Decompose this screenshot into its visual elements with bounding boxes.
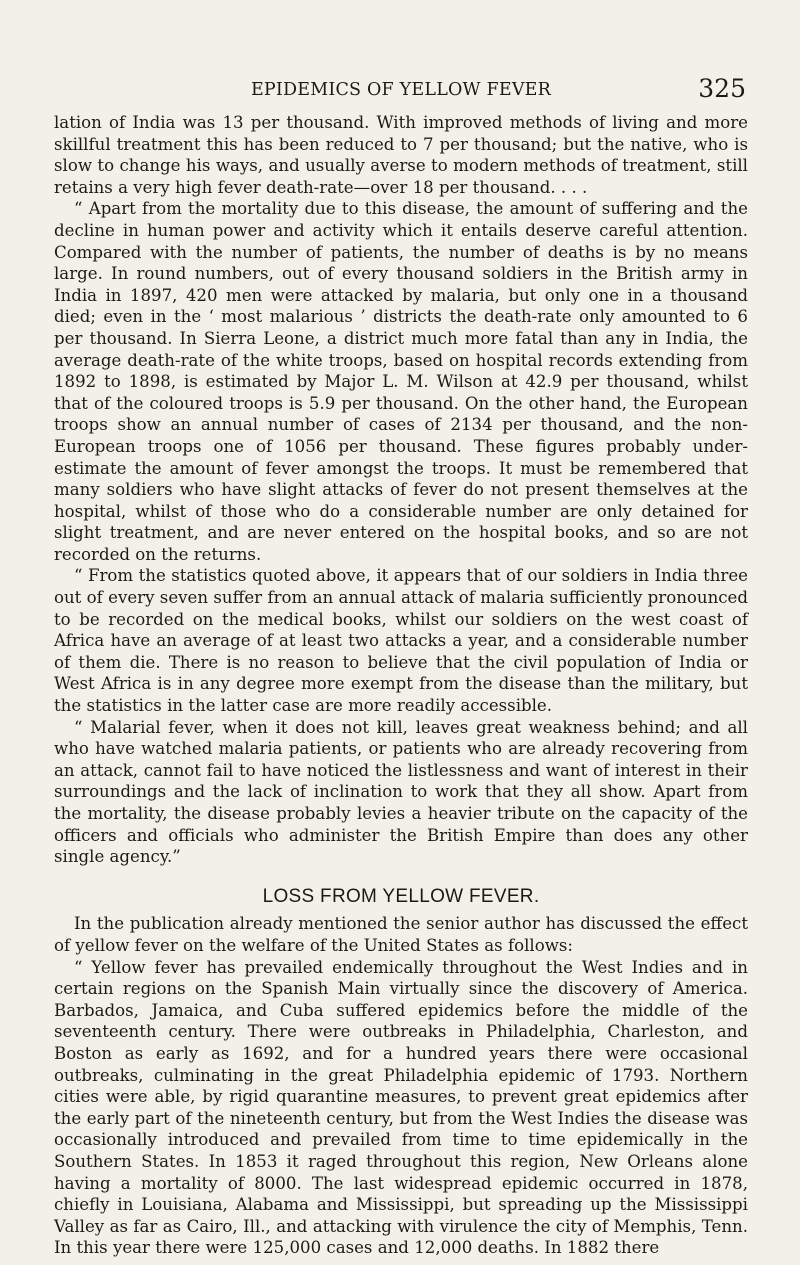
quoted-paragraph: “ From the statistics quoted above, it appears that of our soldiers in India three out of every seven suffer from an annual attack of malaria sufficiently pronounced to be recorded on the medical books, whilst our soldiers on the west coast of Africa have an average of at least two attacks a year, and a considerable number of them die. There is no reason to believe that the civil population of India or West Africa is in any degree more exempt from the disease than the military, but the statistics in the latter case are more readily accessible. xyxy=(54,566,748,716)
quoted-paragraph: “ Apart from the mortality due to this disease, the amount of suffering and the decline in human power and activity which it entails deserve careful attention. Compared with the number of patients, the number of deaths is by no means large. In round numbers, out of every thousand soldiers in the British army in India in 1897, 420 men were attacked by malaria, but only one in a thousand died; even in the ‘ most malarious ’ districts the death-rate only amounted to 6 per thousand. In Sierra Leone, a district much more fatal than any in India, the average death-rate of the white troops, based on hospital records extending from 1892 to 1898, is estimated by Major L. M. Wilson at 42.9 per thousand, whilst that of the coloured troops is 5.9 per thousand. On the other hand, the European troops show an annual number of cases of 2134 per thousand, and the non-European troops one of 1056 per thousand. These figures probably under-estimate the amount of fever amongst the troops. It must be remembered that many soldiers who have slight attacks of fever do not present themselves at the hospital, whilst of those who do a considerable number are only detained for slight treatment, and are never entered on the hospital books, and so are not recorded on the returns. xyxy=(54,199,748,564)
page-number: 325 xyxy=(698,74,746,103)
running-title: EPIDEMICS OF YELLOW FEVER xyxy=(250,80,552,100)
quoted-paragraph: “ Malarial fever, when it does not kill, leaves great weakness behind; and all who have watched malaria patients, or patients who are already recovering from an attack, cannot fail to have noticed the listlessness and want of interest in their surroundings and the lack of inclination to work that they all show. Apart from the mortality, the disease probably levies a heavier tribute on the capacity of the officers and officials who administer the British Empire than does any other single agency.” xyxy=(54,717,748,867)
body-text xyxy=(54,112,748,1259)
quoted-paragraph: “ Yellow fever has prevailed endemically throughout the West Indies and in certain regions on the Spanish Main virtually since the discovery of America. Barbados, Jamaica, and Cuba suffered epidemics before the middle of the seventeenth century. There were outbreaks in Philadelphia, Charleston, and Boston as early as 1692, and for a hundred years there were occasional outbreaks, culminating in the great Philadelphia epidemic of 1793. Northern cities were able, by rigid quarantine measures, to prevent great epidemics after the early part of the nineteenth century, but from the West Indies the disease was occasionally introduced and prevailed from time to time epidemically in the Southern States. In 1853 it raged throughout this region, New Orleans alone having a mortality of 8000. The last widespread epidemic occurred in 1878, chiefly in Louisiana, Alabama and Mississippi, but spreading up the Mississippi Valley as far as Cairo, Ill., and attacking with virulence the city of Memphis, Tenn. In this year there were 125,000 cases and 12,000 deaths. In 1882 there xyxy=(54,957,748,1258)
section-heading: LOSS FROM YELLOW FEVER. xyxy=(262,885,540,907)
paragraph-continuation: lation of India was 13 per thousand. With improved methods of living and more skillful treatment this has been reduced to 7 per thousand; but the native, who is slow to change his ways, and usually averse to modern methods of treatment, still retains a very high fever death-rate—over 18 per thousand. . . . xyxy=(54,113,748,197)
section-intro-paragraph: In the publication already mentioned the senior author has discussed the effect of yellow fever on the welfare of the United States as follows: xyxy=(54,914,748,955)
running-head xyxy=(54,0,748,112)
